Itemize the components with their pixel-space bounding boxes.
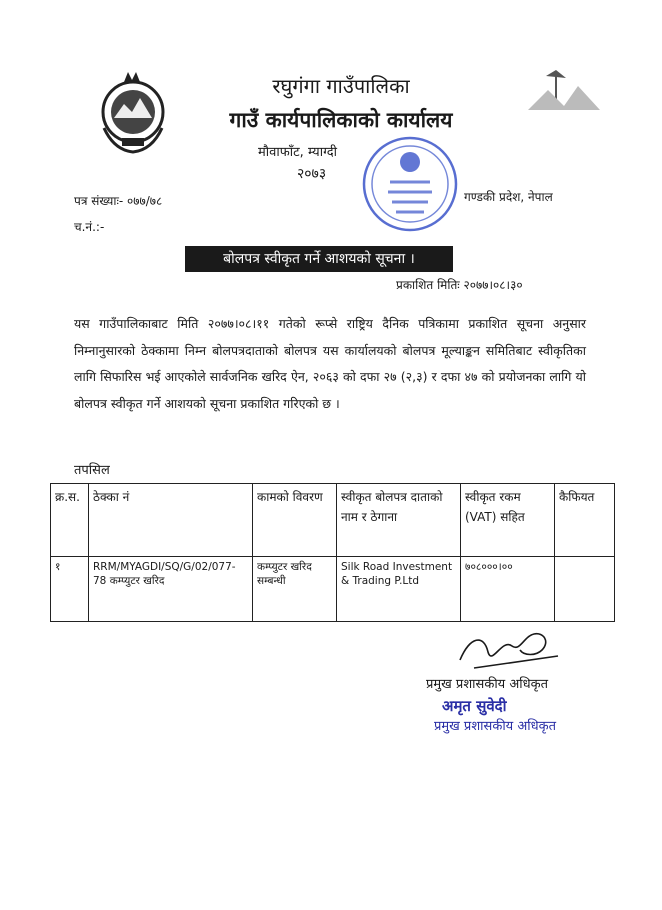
cell-remarks — [555, 557, 615, 622]
published-date: प्रकाशित मितिः २०७७।०८।३० — [396, 278, 523, 292]
annex-label: तपसिल — [74, 463, 110, 478]
province-name: गण्डकी प्रदेश, नेपाल — [464, 190, 553, 204]
dispatch-number: च.नं.:- — [74, 220, 105, 234]
col-header-work-description: कामको विवरण — [253, 484, 337, 557]
table-header-row — [51, 484, 615, 557]
office-address: मौवाफाँट, म्याग्दी — [258, 145, 337, 160]
table-row — [51, 557, 615, 622]
col-header-bidder: स्वीकृत बोलपत्र दाताको नाम र ठेगाना — [337, 484, 461, 557]
signatory-post-stamp: प्रमुख प्रशासकीय अधिकृत — [434, 719, 557, 734]
cell-sn: १ — [51, 557, 89, 622]
signatory-title: प्रमुख प्रशासकीय अधिकृत — [426, 677, 549, 692]
handwritten-signature — [454, 616, 564, 674]
notice-title: बोलपत्र स्वीकृत गर्ने आशयको सूचना । — [185, 246, 453, 272]
municipality-name: रघुगंगा गाउँपालिका — [272, 74, 410, 98]
notice-body: यस गाउँपालिकाबाट मिति २०७७।०८।११ गतेको रूप्से राष्ट्रिय दैनिक पत्रिकामा प्रकाशित सूचना अनुसार निम्नानुसारको ठेक्कामा निम्न बोलपत्रदाताको बोलपत्र यस कार्यालयको बोलपत्र मूल्याङ्कन समितिबाट स्वीकृतिका लागि सिफारिस भई आएकोले सार्वजनिक खरिद ऐन, २०६३ को दफा २७ (२,३) र दफा ४७ को प्रयोजनका लागि यो बोलपत्र स्वीकृत गर्ने आशयको सूचना प्रकाशित गरिएको छ । — [74, 316, 586, 411]
tender-table — [50, 483, 615, 622]
cell-contract-no: RRM/MYAGDI/SQ/G/02/077-78 कम्प्युटर खरिद — [89, 557, 253, 622]
col-header-remarks: कैफियत — [555, 484, 615, 557]
office-name: गाउँ कार्यपालिकाको कार्यालय — [229, 108, 453, 132]
col-header-sn: क्र.स. — [51, 484, 89, 557]
col-header-contract-no: ठेक्का नं — [89, 484, 253, 557]
office-stamp — [360, 132, 460, 236]
cell-bidder: Silk Road Investment & Trading P.Ltd — [337, 557, 461, 622]
letter-number: पत्र संख्याः- ०७७/७८ — [74, 194, 163, 208]
established-year: २०७३ — [297, 166, 327, 182]
cell-amount: ७०८०००।०० — [461, 557, 555, 622]
cell-work-description: कम्प्युटर खरिद सम्बन्धी — [253, 557, 337, 622]
col-header-amount: स्वीकृत रकम (VAT) सहित — [461, 484, 555, 557]
signatory-name-stamp: अमृत सुवेदी — [442, 697, 507, 715]
